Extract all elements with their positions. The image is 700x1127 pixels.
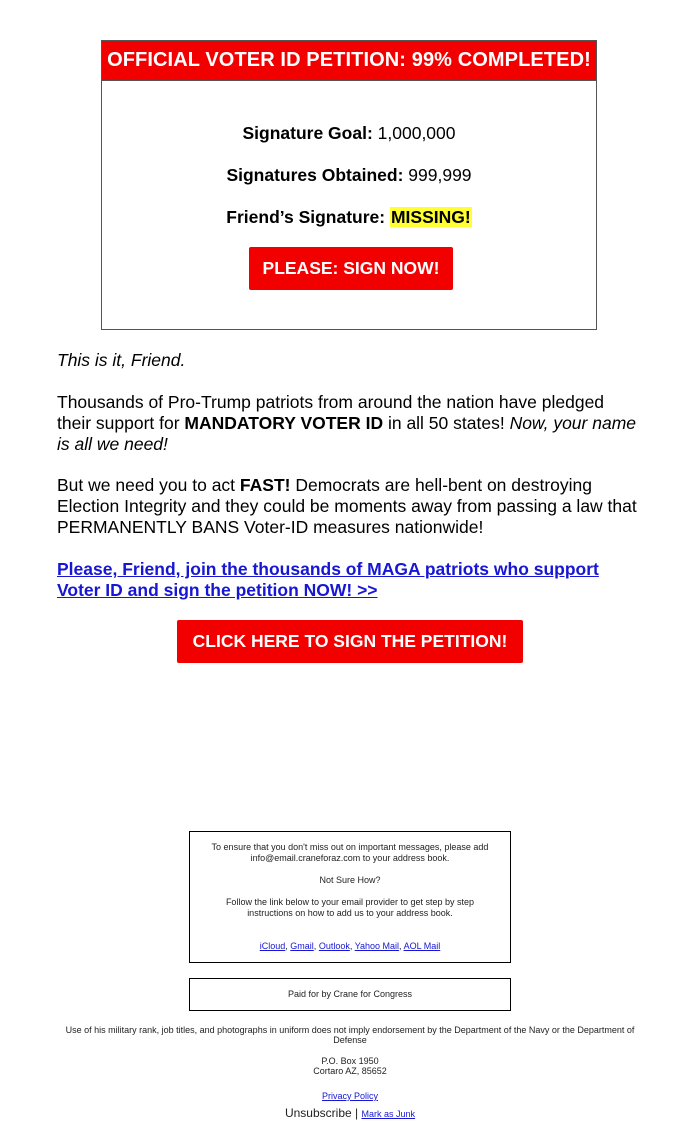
address-book-box	[189, 831, 511, 963]
paid-for-box: Paid for by Crane for Congress	[189, 978, 511, 1011]
signature-goal-label: Signature Goal:	[242, 123, 373, 143]
signature-goal-value: 1,000,000	[377, 123, 456, 143]
provider-link-aol[interactable]: AOL Mail	[403, 941, 441, 951]
signatures-obtained-label: Signatures Obtained:	[226, 165, 404, 185]
unsubscribe-link[interactable]: Unsubscribe	[284, 1106, 352, 1120]
petition-box	[101, 40, 597, 330]
friend-signature	[102, 207, 596, 228]
privacy-policy-link[interactable]: Privacy Policy	[321, 1091, 378, 1101]
greeting: This is it, Friend.	[57, 350, 186, 370]
p3-text-a: But we need you to act	[57, 475, 240, 495]
provider-links: iCloud, Gmail, Outlook, Yahoo Mail, AOL Mail	[259, 941, 441, 951]
petition-link-paragraph	[57, 559, 637, 601]
sign-petition-button[interactable]: CLICK HERE TO SIGN THE PETITION!	[177, 620, 523, 663]
petition-header: OFFICIAL VOTER ID PETITION: 99% COMPLETED!	[102, 41, 596, 81]
provider-instructions: Follow the link below to your email provider to get step by step instructions on how to add us to your address book.	[225, 897, 475, 918]
signatures-obtained-value: 999,999	[408, 165, 472, 185]
unsubscribe-row	[0, 1106, 700, 1121]
disclaimer: Use of his military rank, job titles, and photographs in uniform does not imply endorsement by the Department of the Navy or the Department of Defense	[65, 1025, 635, 1045]
p2-emphasis: MANDATORY VOTER ID	[184, 413, 384, 433]
body-paragraph-support	[57, 392, 637, 455]
friend-signature-label: Friend’s Signature:	[226, 207, 386, 227]
separator: |	[355, 1106, 359, 1120]
p2-text-a: Thousands of Pro-Trump patriots from around the nation have pledged their support for	[57, 392, 605, 433]
signature-goal	[102, 123, 596, 144]
provider-link-yahoo[interactable]: Yahoo Mail	[354, 941, 400, 951]
p3-emphasis: FAST!	[239, 475, 291, 495]
sign-now-button[interactable]: PLEASE: SIGN NOW!	[249, 247, 453, 290]
provider-link-outlook[interactable]: Outlook	[318, 941, 350, 951]
missing-badge: MISSING!	[390, 207, 471, 227]
p2-text-c: in all 50 states!	[383, 413, 510, 433]
p2-italic: Now, your name is all we need!	[57, 413, 637, 454]
po-box: P.O. Box 1950	[321, 1056, 379, 1066]
provider-link-gmail[interactable]: Gmail	[290, 941, 314, 951]
mark-as-junk-link[interactable]: Mark as Junk	[361, 1109, 416, 1119]
not-sure-how: Not Sure How?	[319, 875, 381, 885]
signatures-obtained	[102, 165, 596, 186]
address-book-notice: To ensure that you don't miss out on important messages, please add info@email.craneforaz.com to your address book.	[211, 842, 489, 863]
petition-link[interactable]: Please, Friend, join the thousands of MAGA patriots who support Voter ID and sign the petition NOW! >>	[57, 559, 599, 600]
provider-link-icloud[interactable]: iCloud	[259, 941, 286, 951]
p3-text-c: Democrats are hell-bent on destroying Election Integrity and they could be moments away from passing a law that PERMANENTLY BANS Voter-ID measures nationwide!	[57, 475, 637, 537]
body-paragraph-urgency	[57, 475, 637, 538]
privacy-row	[0, 1091, 700, 1101]
city-line: Cortaro AZ, 85652	[313, 1066, 387, 1076]
